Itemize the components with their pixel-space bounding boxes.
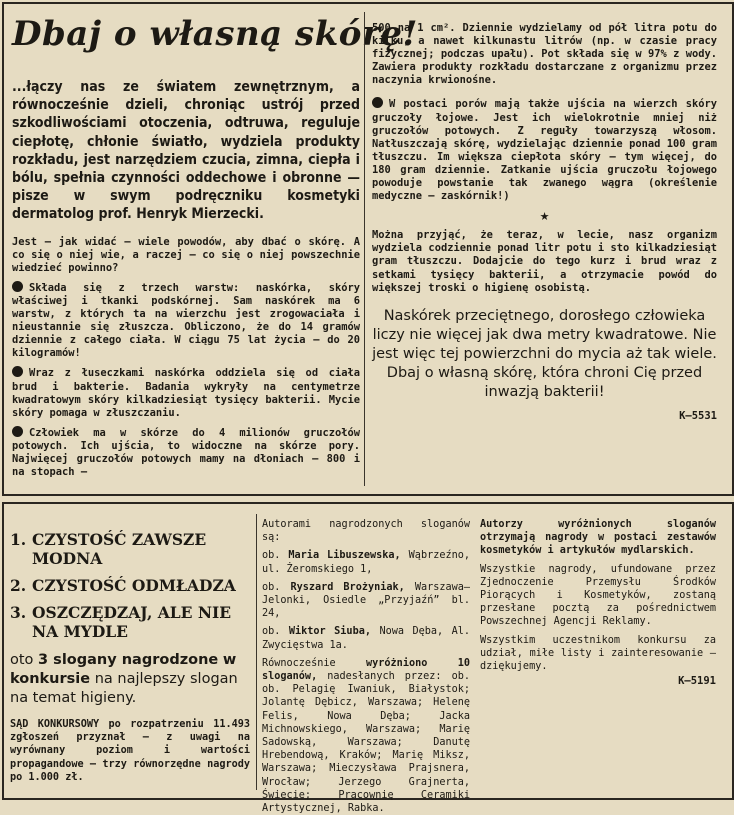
paragraph: Jest — jak widać — wiele powodów, aby dbać o skórę. A co się o niej wie, a raczej — co się o niej powszechnie wiedzieć powinno? [12,235,360,274]
jury-paragraph [10,718,250,784]
winner-address: Nowa Dęba, Al. Zwycięstwa 1a. [262,626,471,651]
paragraph [372,97,717,203]
distinction-text: Równocześnie [262,657,336,669]
distinction-highlight: wyróżniono 10 sloganów, [262,657,471,683]
article-code: K—5531 [679,409,717,422]
prize-text: Autorzy wyróżnionych sloganów otrzymają nagrody w postaci zestawów kosmetyków i artykułów mydlarskich. [480,519,716,557]
paragraph: 500 na 1 cm². Dziennie wydzielamy od pół litra potu do kilku, a nawet kilkunastu litrów (np. w czasie pracy fizycznej; podczas upału). Pot składa się w 97% z wody. Zawiera produkty rozkładu dostarczane z organizmu przez naczynia krwionośne. [372,22,717,87]
authors-intro: Autorami nagrodzonych sloganów są: [262,519,470,544]
slogan-text: NA MYDLE [32,622,128,641]
paragraph-text: Człowiek ma w skórze do 4 milionów gruczołów potowych. Ich ujścia, to widoczne na skórze pory. Najwięcej gruczołów potowych mamy na dłoniach — 800 i na stopach — [12,426,360,479]
thanks-paragraph: Wszystkim uczestnikom konkursu za udział, miłe listy i zainteresowanie — dziękujemy. [480,634,716,673]
paragraph-text: Składa się z trzech warstw: naskórka, skóry właściwej i tkanki podskórnej. Sam naskórek ma 6 warstw, z których ta na wierzchu jest zrogowaciała i nieustannie się złuszcza. Obliczono, że do 14 gramów dziennie z całego ciała. W ciągu 75 lat życia — do 20 kilogramów! [12,281,360,360]
winner-name: Maria Libuszewska, [288,550,401,562]
slogan-1 [10,530,250,568]
column-divider [364,12,365,486]
winner-name: Ryszard Brożyniak, [290,581,405,593]
article1-left-column [12,12,418,479]
article2-middle-column [262,518,470,815]
slogan-text: CZYSTOŚĆ ODMŁADZA [32,576,236,595]
paragraph-text: W postaci porów mają także ujścia na wierzch skóry gruczoły łojowe. Jest ich wielokrotnie mniej niż gruczołów potowych. Z reguły towarzyszą włosom. Natłuszczają skórę, wydzielając dziennie ponad 100 gram tłuszczu. Im większa ciepłota skóry — tym więcej, do 180 gram dziennie. Zatkanie ujścia gruczołu łojowego powoduje powstanie tak zwanego wągra (określenie medyczne — zaskórnik!) [372,98,717,203]
winner-entry [262,549,470,575]
slogan-3 [10,603,250,641]
bullet-dot-icon [12,366,23,377]
slogan-number: 2. [10,576,27,595]
paragraph [12,281,360,361]
paragraph: Można przyjąć, że teraz, w lecie, nasz organizm wydziela codziennie ponad litr potu i sto kilkadziesiąt gram tłuszczu. Dodajcie do tego kurz i brud wraz z setkami tysięcy bakterii, a otrzymacie powód do większej troski o higienę osobistą. [372,229,717,294]
closing-paragraph: Naskórek przeciętnego, dorosłego człowieka liczy nie więcej jak dwa metry kwadratowe. Nie jest więc tej powierzchni do mycia aż tak wiele. Dbaj o własną skórę, która chroni Cię przed inwazją bakterii! [372,307,717,400]
intro-text: oto [10,652,34,668]
article2-left-column [10,530,250,784]
slogan-text: CZYSTOŚĆ ZAWSZE [32,530,207,549]
winner-name: Wiktor Siuba, [288,626,371,638]
winner-address: Warszawa—Jelonki, Osiedle „Przyjaźń” bl. 24, [262,581,471,620]
bullet-dot-icon [372,97,383,108]
winner-entry [262,581,470,621]
paragraph [12,426,360,479]
prize-paragraph [480,518,716,558]
winner-prefix: ob. [262,550,281,562]
column-divider [256,514,257,790]
jury-text: po rozpatrzeniu 11.493 zgłoszeń przyznał — z uwagi na wyrównany poziom i wartości propagandowe — trzy równorzędne nagrody po 1.000 zł. [10,719,251,783]
funding-paragraph: Wszystkie nagrody, ufundowane przez Zjednoczenie Przemysłu Środków Piorących i Kosmetyków, zostaną przesłane pocztą za pośrednictwem Powszechnej Agencji Reklamy. [480,563,716,628]
star-separator-icon: ★ [539,210,550,224]
winner-prefix: ob. [262,626,281,638]
article2-right-column [480,518,716,687]
article-lead: ...łączy nas ze światem zewnętrznym, a równocześnie dzieli, chroniąc ustrój przed szkodliwościami otoczenia, odtruwa, reguluje ciepłotę, chłonie światło, wydziela produkty rozkładu, jest narzędziem czucia, zimna, ciepła i bólu, spełnia czynności oddechowe i obronne — pisze w swym podręczniku kosmetyki dermatolog prof. Henryk Mierzecki. [12,79,360,223]
slogan-text: OSZCZĘDZAJ, ALE NIE [32,603,232,622]
paragraph-text: Wraz z łuseczkami naskórka oddziela się od ciała brud i bakterie. Badania wykryły na centymetrze kwadratowym skóry kilkadziesiąt tysięcy bakterii. Mycie skóry pomaga w złuszczaniu. [12,367,360,419]
slogan-text: MODNA [32,549,103,568]
bullet-dot-icon [12,281,23,292]
intro-highlight: 3 slogany nagrodzone [38,652,219,668]
intro-text: na najlepszy slogan na temat higieny. [10,671,238,706]
slogan-2 [10,576,250,595]
slogan-number: 1. [10,530,27,549]
intro-highlight: konkursie [10,671,91,687]
distinction-text: nadesłanych przez: ob. ob. Pelagię Iwaniuk, Białystok; Jolantę Dębicz, Warszawa; Helenę Felis, Nowa Dęba; Jacka Michnowskiego, Warszawa; Marię Sadowską, Warszawa; Danutę Hrebendową, Kraków; Marię Miksz, Warszawa; Mieczysława Prajsnera, Wrocław; Jerzego Grajnerta, Świecie; Pracownię Ceramiki Artystycznej, Rabka. [262,671,470,815]
jury-label: SĄD KONKURSOWY [10,719,100,730]
article-code: K—5191 [678,675,716,688]
article-title: Dbaj o własną skórę! [12,14,418,54]
winner-address: Wąbrzeźno, ul. Żeromskiego 1, [262,550,471,575]
intro-highlight: w [222,652,237,668]
slogan-number: 3. [10,603,27,622]
article1-right-column [372,22,717,422]
distinction-paragraph [262,657,470,815]
paragraph [12,366,360,419]
contest-intro [10,651,250,708]
winner-entry [262,625,470,651]
bullet-dot-icon [12,426,23,437]
winner-prefix: ob. [262,581,281,593]
